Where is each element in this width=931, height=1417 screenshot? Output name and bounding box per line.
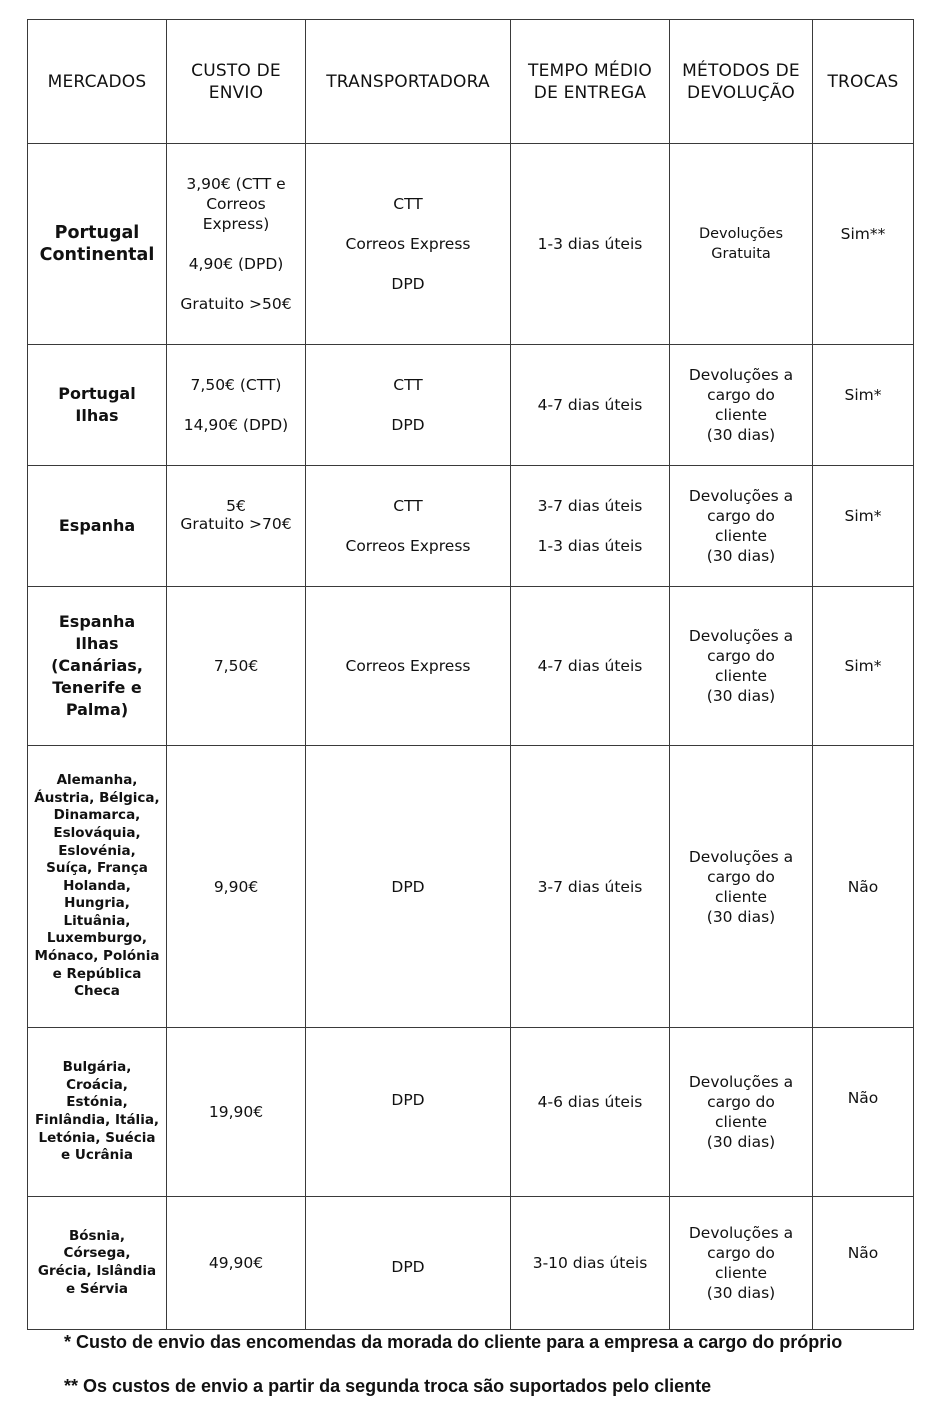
header-markets: MERCADOS: [28, 20, 167, 144]
market-cell: [28, 1028, 167, 1197]
return-method-cell: [670, 587, 813, 746]
header-shipping-cost: [167, 20, 306, 144]
market-line: Mónaco, Polónia: [34, 948, 160, 965]
return-line: Devoluções a: [688, 1073, 794, 1091]
exchange-value: Não: [847, 1244, 879, 1262]
cost-line: 7,50€: [213, 657, 259, 675]
market-line: Letónia, Suécia: [38, 1129, 156, 1146]
return-line: (30 dias): [706, 907, 776, 926]
carrier-line: CTT: [393, 195, 423, 213]
return-method-cell: [670, 144, 813, 345]
exchange-value: Sim*: [844, 657, 882, 675]
shipping-cost-cell: [167, 587, 306, 746]
market-line: e República: [52, 965, 142, 982]
delivery-time-cell: [511, 1028, 670, 1197]
shipping-cost-cell: [167, 466, 306, 587]
time-line: 1-3 dias úteis: [537, 235, 643, 253]
return-line: cliente: [714, 1264, 768, 1282]
footnotes: [64, 1329, 842, 1417]
market-line: Croácia,: [66, 1076, 128, 1093]
market-line: Córsega,: [63, 1245, 131, 1262]
return-method-cell: [670, 1197, 813, 1330]
time-line: 4-7 dias úteis: [537, 396, 643, 414]
header-return-methods: [670, 20, 813, 144]
return-line: Devoluções a: [688, 366, 794, 384]
shipping-cost-cell: [167, 746, 306, 1028]
return-line: (30 dias): [706, 687, 776, 705]
return-line: cargo do: [707, 507, 775, 525]
carrier-cell: [306, 1028, 511, 1197]
return-line: Devoluções a: [688, 487, 794, 505]
return-line: cliente: [714, 1113, 768, 1131]
market-line: Espanha: [58, 516, 136, 535]
table-row: [28, 144, 914, 345]
market-line: Hungria,: [64, 895, 130, 912]
return-line: Devoluções: [698, 226, 784, 242]
table-row: [28, 1028, 914, 1197]
return-line: (30 dias): [706, 547, 776, 565]
cost-line: 19,90€: [208, 1103, 264, 1121]
header-return-methods-text: MÉTODOS DE DEVOLUÇÃO: [682, 60, 800, 103]
cost-line: 9,90€: [213, 877, 259, 896]
return-line: cargo do: [707, 1093, 775, 1111]
market-line: Dinamarca,: [53, 807, 141, 824]
return-method-cell: [670, 466, 813, 587]
market-line: e Ucrânia: [61, 1147, 133, 1164]
market-line: Bósnia,: [68, 1227, 126, 1244]
market-line: Luxemburgo,: [46, 930, 148, 947]
header-row: [28, 20, 914, 144]
header-shipping-cost-text: CUSTO DE ENVIO: [191, 60, 281, 103]
exchange-value: Sim*: [844, 386, 882, 404]
delivery-time-cell: [511, 144, 670, 345]
return-line: cliente: [714, 887, 768, 906]
time-line: 3-10 dias úteis: [532, 1254, 648, 1272]
market-line: Palma): [65, 700, 129, 719]
market-line: Finlândia, Itália,: [34, 1112, 160, 1128]
market-cell: [28, 587, 167, 746]
market-line: Tenerife e: [52, 678, 142, 697]
return-line: cliente: [714, 406, 768, 424]
market-line: Áustria, Bélgica,: [34, 789, 160, 806]
return-method-cell: [670, 746, 813, 1028]
carrier-line: DPD: [391, 416, 425, 434]
shipping-table: [27, 19, 914, 1330]
return-method-cell: [670, 345, 813, 466]
shipping-cost-cell: [167, 1197, 306, 1330]
cost-line: 4,90€ (DPD): [188, 255, 284, 273]
market-line: Espanha: [58, 612, 136, 631]
table-row: [28, 466, 914, 587]
time-line: 3-7 dias úteis: [537, 497, 643, 515]
time-line: 3-7 dias úteis: [537, 877, 643, 896]
return-line: Gratuita: [711, 246, 771, 262]
market-line: Ilhas: [75, 406, 119, 425]
delivery-time-cell: [511, 746, 670, 1028]
time-line: 4-7 dias úteis: [537, 657, 643, 675]
exchange-value: Sim**: [840, 225, 886, 243]
market-line: Eslováquia,: [53, 824, 141, 841]
cost-line: 5€: [226, 497, 246, 515]
table-row: [28, 345, 914, 466]
cost-line: Gratuito >50€: [180, 295, 292, 313]
market-line: Portugal: [58, 384, 136, 403]
cost-line: 14,90€ (DPD): [183, 416, 289, 434]
carrier-line: DPD: [391, 1258, 425, 1276]
market-line: (Canárias,: [51, 656, 143, 675]
market-line: Continental: [39, 245, 155, 265]
header-carrier: TRANSPORTADORA: [306, 20, 511, 144]
footnote-single-asterisk: * Custo de envio das encomendas da morada do cliente para a empresa a cargo do próprio: [64, 1332, 843, 1352]
market-line: Portugal: [54, 223, 140, 243]
shipping-cost-cell: [167, 144, 306, 345]
carrier-line: CTT: [393, 376, 423, 394]
exchange-value: Não: [847, 877, 879, 896]
return-line: cargo do: [707, 1244, 775, 1262]
market-cell: [28, 345, 167, 466]
exchange-cell: [813, 1028, 914, 1197]
exchange-value: Sim*: [844, 507, 882, 525]
carrier-cell: [306, 466, 511, 587]
carrier-line: Correos Express: [345, 537, 471, 555]
exchange-cell: [813, 1197, 914, 1330]
table-row: [28, 587, 914, 746]
time-line: 4-6 dias úteis: [537, 1093, 643, 1111]
market-line: Alemanha,: [56, 772, 138, 789]
table-row: [28, 1197, 914, 1330]
return-line: (30 dias): [706, 1284, 776, 1302]
return-line: (30 dias): [706, 1133, 776, 1151]
carrier-cell: [306, 345, 511, 466]
shipping-cost-cell: [167, 1028, 306, 1197]
delivery-time-cell: [511, 466, 670, 587]
market-cell: [28, 746, 167, 1028]
market-line: Suíça, França: [46, 860, 148, 877]
market-line: Estónia,: [66, 1094, 128, 1111]
footnote-double-asterisk: ** Os custos de envio a partir da segunda troca são suportados pelo cliente: [64, 1376, 712, 1396]
shipping-cost-cell: [167, 345, 306, 466]
header-exchanges: TROCAS: [813, 20, 914, 144]
time-line: 1-3 dias úteis: [537, 537, 643, 555]
carrier-line: CTT: [393, 497, 423, 515]
return-line: cliente: [714, 527, 768, 545]
return-line: cliente: [714, 667, 768, 685]
return-method-cell: [670, 1028, 813, 1197]
market-cell: [28, 144, 167, 345]
carrier-line: DPD: [391, 1091, 425, 1109]
market-line: Eslovénia,: [58, 842, 136, 859]
cost-line: 7,50€ (CTT): [190, 376, 282, 394]
return-line: (30 dias): [706, 426, 776, 444]
market-line: Ilhas: [75, 634, 119, 653]
carrier-line: Correos Express: [345, 657, 471, 675]
exchange-cell: [813, 144, 914, 345]
carrier-line: DPD: [391, 275, 425, 293]
exchange-value: Não: [847, 1089, 879, 1107]
carrier-cell: [306, 1197, 511, 1330]
exchange-cell: [813, 746, 914, 1028]
market-line: e Sérvia: [66, 1280, 128, 1297]
exchange-cell: [813, 345, 914, 466]
carrier-cell: [306, 746, 511, 1028]
exchange-cell: [813, 587, 914, 746]
return-line: Devoluções a: [688, 1224, 794, 1242]
market-cell: [28, 1197, 167, 1330]
carrier-line: DPD: [391, 877, 425, 896]
cost-line: Gratuito >70€: [180, 515, 292, 533]
delivery-time-cell: [511, 1197, 670, 1330]
return-line: cargo do: [707, 647, 775, 665]
market-line: Grécia, Islândia: [37, 1263, 157, 1279]
carrier-cell: [306, 144, 511, 345]
market-line: Checa: [74, 983, 120, 1000]
cost-line: 3,90€ (CTT e Correos Express): [186, 175, 286, 233]
return-line: cargo do: [707, 867, 775, 886]
return-line: cargo do: [707, 386, 775, 404]
carrier-cell: [306, 587, 511, 746]
return-line: Devoluções a: [688, 627, 794, 645]
exchange-cell: [813, 466, 914, 587]
table-row: [28, 746, 914, 1028]
market-line: Holanda,: [63, 877, 131, 894]
market-cell: [28, 466, 167, 587]
market-line: Lituânia,: [63, 912, 131, 929]
return-line: Devoluções a: [688, 847, 794, 866]
market-line: Bulgária,: [62, 1059, 132, 1076]
delivery-time-cell: [511, 345, 670, 466]
cost-line: 49,90€: [208, 1254, 264, 1272]
header-delivery-time: [511, 20, 670, 144]
header-delivery-time-text: TEMPO MÉDIO DE ENTREGA: [528, 60, 652, 103]
carrier-line: Correos Express: [345, 235, 471, 253]
delivery-time-cell: [511, 587, 670, 746]
